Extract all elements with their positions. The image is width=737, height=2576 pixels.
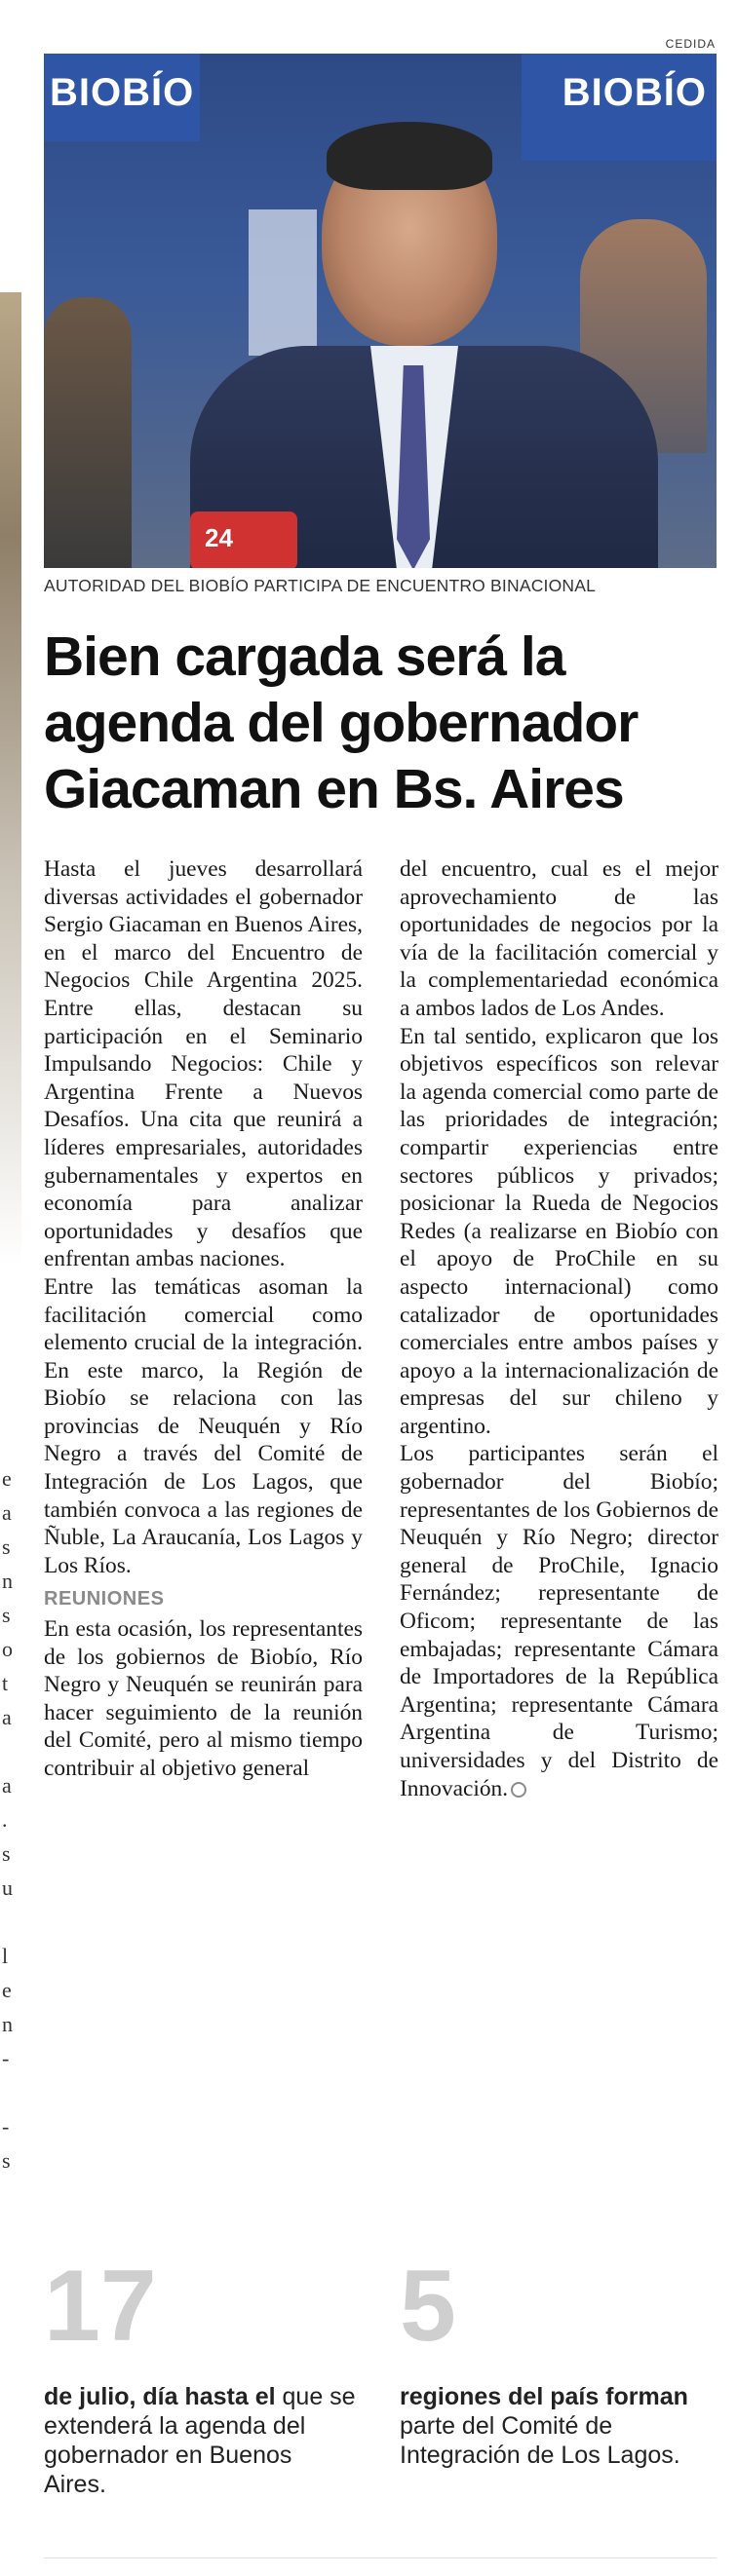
- photo-caption: AUTORIDAD DEL BIOBÍO PARTICIPA DE ENCUENTRO BINACIONAL: [44, 576, 597, 595]
- paragraph: En tal sentido, explicaron que los objetivos específicos son relevar la agenda comercial como parte de las prioridades de integración; compartir experiencias entre sectores públicos y privados; posicionar la Rueda de Negocios Redes (a realizarse en Biobío con el apoyo de ProChile en su aspecto internacional) como catalizador de oportunidades comerciales entre ambos países y apoyo a la internacionalización de empresas del sur chileno y argentino.: [400, 1023, 718, 1439]
- photo-credit: CEDIDA: [665, 37, 716, 51]
- adjacent-article-text-fragment: e a s n s o t a a . s u l e n - - s: [2, 1466, 13, 2173]
- stat-number: 17: [44, 2250, 157, 2363]
- paragraph-final: Los participantes serán el gobernador del Biobío; representantes de los Gobiernos de Neuquén y Río Negro; director general de ProChile, Ignacio Fernández; representante de Oficom; representante de las embajadas; representante Cámara de Importadores de la República Argentina; representante Cámara Argentina de Turismo; universidades y del Distrito de Innovación.: [400, 1441, 718, 1801]
- stat-description: de julio, día hasta el que se extenderá la agenda del gobernador en Buenos Aires.: [44, 2383, 356, 2498]
- adjacent-article-photo-fragment: [0, 292, 21, 1267]
- paragraph: Hasta el jueves desarrollará diversas actividades el gobernador Sergio Giacaman en Buenos Aires, en el marco del Encuentro de Negocios Chile Argentina 2025. Entre ellas, destacan su participación en el Seminario Impulsando Negocios: Chile y Argentina Frente a Nuevos Desafíos. Una cita que reunirá a líderes empresariales, autoridades gubernamentales y expertos en economía para analizar oportunidades y desafíos que enfrentan ambas naciones.: [44, 856, 363, 1272]
- paragraph: del encuentro, cual es el mejor aprovechamiento de las oportunidades de negocios por la vía de la facilitación comercial y la complementariedad económica a ambos lados de Los Andes.: [400, 856, 718, 1021]
- stat-description: regiones del país forman parte del Comité de Integración de Los Lagos.: [400, 2383, 688, 2469]
- banner-logo-right: BIOBÍO: [562, 71, 707, 114]
- microphone-label: 24: [205, 523, 233, 552]
- headline: Bien cargada será la agenda del gobernador Giacaman en Bs. Aires: [44, 625, 639, 820]
- article-photo: [44, 54, 717, 568]
- article-column-left: [44, 855, 363, 1783]
- background-person-left: [44, 297, 132, 568]
- bottom-divider: [44, 2557, 717, 2558]
- paragraph: Entre las temáticas asoman la facilitación comercial como elemento crucial de la integración. En este marco, la Región de Biobío se relaciona con las provincias de Neuquén y Río Negro a través del Comité de Integración de Los Lagos, que también convoca a las regiones de Ñuble, La Araucanía, Los Lagos y Los Ríos.: [44, 1273, 363, 1578]
- end-of-article-icon: [511, 1782, 526, 1798]
- banner-logo-left: BIOBÍO: [50, 71, 195, 114]
- paragraph: En esta ocasión, los representantes de los gobiernos de Biobío, Río Negro y Neuquén se reunirán para hacer seguimiento de la reunión del Comité, pero al mismo tiempo contribuir al objetivo general: [44, 1616, 363, 1781]
- article-column-right: [400, 855, 718, 1802]
- section-subhead: REUNIONES: [44, 1588, 165, 1610]
- stat-number: 5: [400, 2250, 456, 2363]
